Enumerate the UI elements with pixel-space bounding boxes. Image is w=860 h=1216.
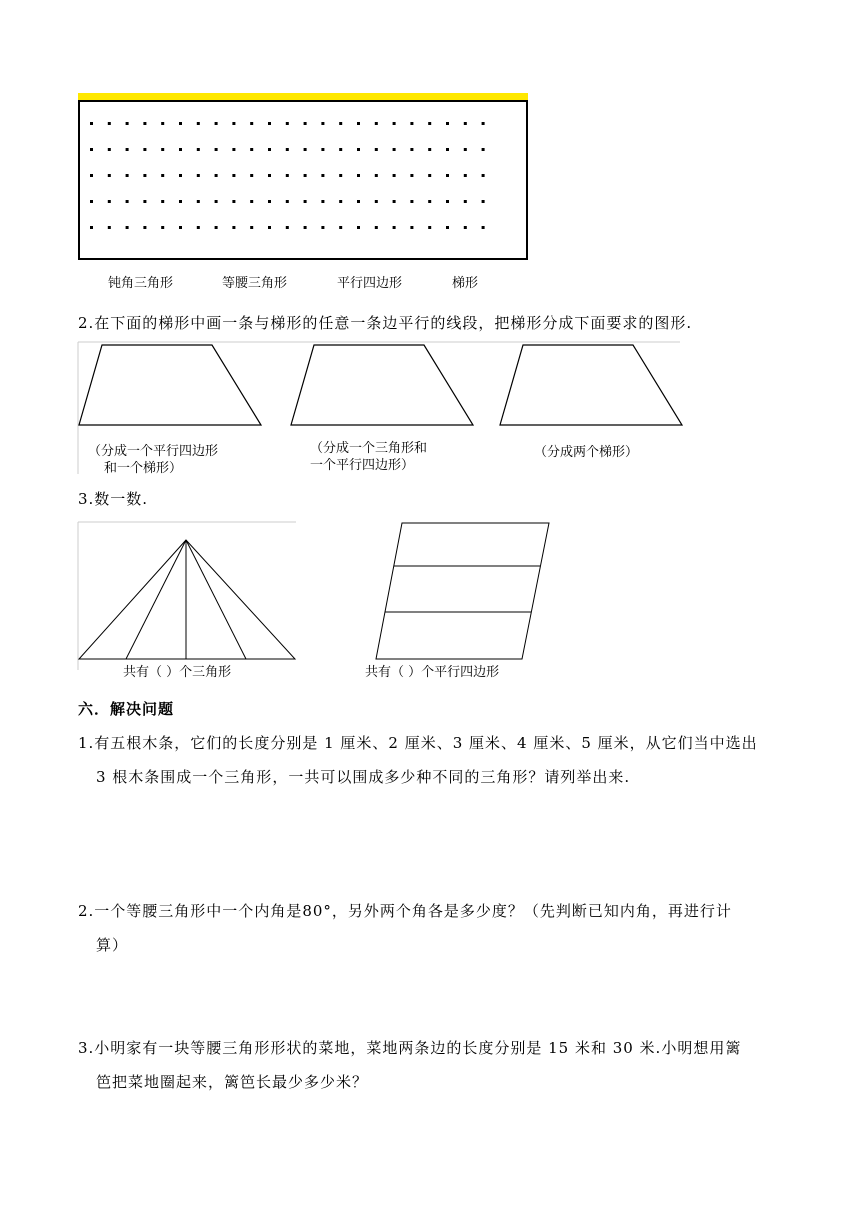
grid-dot [304, 122, 307, 125]
q2-caption-1b: 和一个梯形） [104, 461, 183, 476]
grid-dot [357, 122, 360, 125]
grid-dot [108, 226, 111, 229]
grid-dot [108, 148, 111, 151]
grid-dot [250, 174, 253, 177]
grid-dot [375, 148, 378, 151]
grid-dot [232, 122, 235, 125]
grid-dot [215, 148, 218, 151]
grid-dot [410, 174, 413, 177]
grid-dot [393, 226, 396, 229]
grid-dot [464, 226, 467, 229]
grid-dot [446, 226, 449, 229]
q3-text: 3.数一数. [78, 490, 149, 508]
grid-dot [410, 148, 413, 151]
q2-caption-2b: 一个平行四边形） [310, 458, 415, 473]
problem-1-line-2: 3 根木条围成一个三角形，一共可以围成多少种不同的三角形？请列举出来. [96, 768, 631, 786]
grid-dot [482, 122, 485, 125]
parallelogram-count-figure [372, 522, 572, 662]
grid-dot [286, 226, 289, 229]
grid-dot [143, 226, 146, 229]
grid-dot [215, 122, 218, 125]
triangle-count-figure [76, 522, 306, 672]
q2-caption-2a: （分成一个三角形和 [310, 441, 428, 456]
grid-dot [375, 174, 378, 177]
grid-dot [197, 122, 200, 125]
grid-dot [268, 148, 271, 151]
grid-dot [357, 226, 360, 229]
dot-grid [78, 93, 528, 260]
grid-dot [375, 200, 378, 203]
grid-dot [464, 122, 467, 125]
grid-dot [250, 200, 253, 203]
label-trapezoid: 梯形 [452, 276, 479, 291]
label-parallelogram: 平行四边形 [337, 276, 403, 291]
grid-dot [215, 174, 218, 177]
grid-dot [108, 174, 111, 177]
grid-dot [197, 148, 200, 151]
grid-dot [339, 226, 342, 229]
grid-dot [197, 200, 200, 203]
grid-dot [375, 226, 378, 229]
grid-dot [339, 200, 342, 203]
grid-dot [464, 148, 467, 151]
grid-dot [268, 226, 271, 229]
grid-dot [393, 122, 396, 125]
grid-dot [215, 200, 218, 203]
grid-dot [126, 122, 129, 125]
grid-dot [393, 200, 396, 203]
grid-dot [179, 174, 182, 177]
grid-dot [143, 148, 146, 151]
grid-dot [250, 148, 253, 151]
trapezoid-2 [291, 345, 473, 425]
trapezoid-3 [500, 345, 682, 425]
grid-dot [161, 226, 164, 229]
grid-dot [393, 174, 396, 177]
grid-dot [286, 200, 289, 203]
section-6-heading: 六．解决问题 [78, 700, 175, 718]
grid-dot [321, 148, 324, 151]
grid-dot [410, 226, 413, 229]
q2-caption-1a: （分成一个平行四边形 [88, 444, 219, 459]
grid-dot [357, 200, 360, 203]
problem-1-line-1: 1.有五根木条，它们的长度分别是 1 厘米、2 厘米、3 厘米、4 厘米、5 厘米，从它们当中选出 [78, 734, 758, 752]
grid-dot [357, 174, 360, 177]
label-obtuse-triangle: 钝角三角形 [108, 276, 174, 291]
grid-dot [250, 122, 253, 125]
q2-caption-3: （分成两个梯形） [534, 445, 639, 460]
grid-dot [161, 174, 164, 177]
grid-dot [161, 148, 164, 151]
grid-dot [268, 200, 271, 203]
grid-dot [321, 174, 324, 177]
grid-dot [232, 200, 235, 203]
grid-dot [428, 200, 431, 203]
grid-dot [464, 200, 467, 203]
grid-dot [126, 226, 129, 229]
grid-dot [304, 226, 307, 229]
grid-dot [126, 174, 129, 177]
dot-grid-box [78, 93, 528, 260]
grid-dot [446, 174, 449, 177]
grid-dot [410, 122, 413, 125]
grid-dot [304, 148, 307, 151]
grid-dot [197, 174, 200, 177]
grid-dot [268, 174, 271, 177]
q3-caption-1: 共有（ ）个三角形 [123, 665, 232, 680]
grid-dot [375, 122, 378, 125]
grid-dot [143, 122, 146, 125]
grid-dot [161, 200, 164, 203]
grid-dot [410, 200, 413, 203]
grid-dot [446, 148, 449, 151]
grid-dot [90, 200, 93, 203]
grid-dot [428, 148, 431, 151]
trapezoid-1 [79, 345, 261, 425]
problem-2-line-2: 算） [96, 936, 129, 954]
grid-dot [428, 174, 431, 177]
grid-dot [232, 226, 235, 229]
grid-dot [108, 122, 111, 125]
grid-dot [143, 174, 146, 177]
grid-dot [268, 122, 271, 125]
grid-dot [179, 200, 182, 203]
grid-dot [482, 226, 485, 229]
grid-dot [161, 122, 164, 125]
grid-dot [428, 226, 431, 229]
grid-dot [357, 148, 360, 151]
grid-dot [215, 226, 218, 229]
grid-dot [179, 122, 182, 125]
grid-dot [232, 174, 235, 177]
grid-dot [250, 226, 253, 229]
grid-dot [126, 200, 129, 203]
grid-dot [90, 148, 93, 151]
grid-dot [393, 148, 396, 151]
problem-2-line-1: 2.一个等腰三角形中一个内角是80°，另外两个角各是多少度？（先判断已知内角，再进行计 [78, 902, 732, 920]
q2-text: 2.在下面的梯形中画一条与梯形的任意一条边平行的线段，把梯形分成下面要求的图形. [78, 314, 693, 332]
grid-dot [482, 200, 485, 203]
grid-dot [304, 200, 307, 203]
grid-dot [304, 174, 307, 177]
problem-3-line-1: 3.小明家有一块等腰三角形形状的菜地，菜地两条边的长度分别是 15 米和 30 米.小明想用篱 [78, 1039, 742, 1057]
grid-dot [446, 200, 449, 203]
q3-caption-2: 共有（ ）个平行四边形 [365, 665, 500, 680]
grid-dot [464, 174, 467, 177]
grid-dot [179, 226, 182, 229]
grid-dot [179, 148, 182, 151]
grid-dot [286, 122, 289, 125]
label-isosceles-triangle: 等腰三角形 [222, 276, 288, 291]
grid-dot [286, 148, 289, 151]
grid-dot [90, 226, 93, 229]
grid-dot [143, 200, 146, 203]
grid-dot [126, 148, 129, 151]
grid-dot [428, 122, 431, 125]
grid-dot [321, 226, 324, 229]
grid-dot [339, 174, 342, 177]
grid-dot [286, 174, 289, 177]
grid-dot [90, 174, 93, 177]
grid-dot [339, 148, 342, 151]
grid-dot [321, 122, 324, 125]
grid-dot [108, 200, 111, 203]
grid-dot [446, 122, 449, 125]
grid-dot [339, 122, 342, 125]
grid-dot [482, 174, 485, 177]
problem-3-line-2: 笆把菜地圈起来，篱笆长最少多少米？ [96, 1073, 369, 1091]
grid-dot [90, 122, 93, 125]
grid-dot [482, 148, 485, 151]
grid-dot [232, 148, 235, 151]
grid-dot [321, 200, 324, 203]
grid-dot [197, 226, 200, 229]
